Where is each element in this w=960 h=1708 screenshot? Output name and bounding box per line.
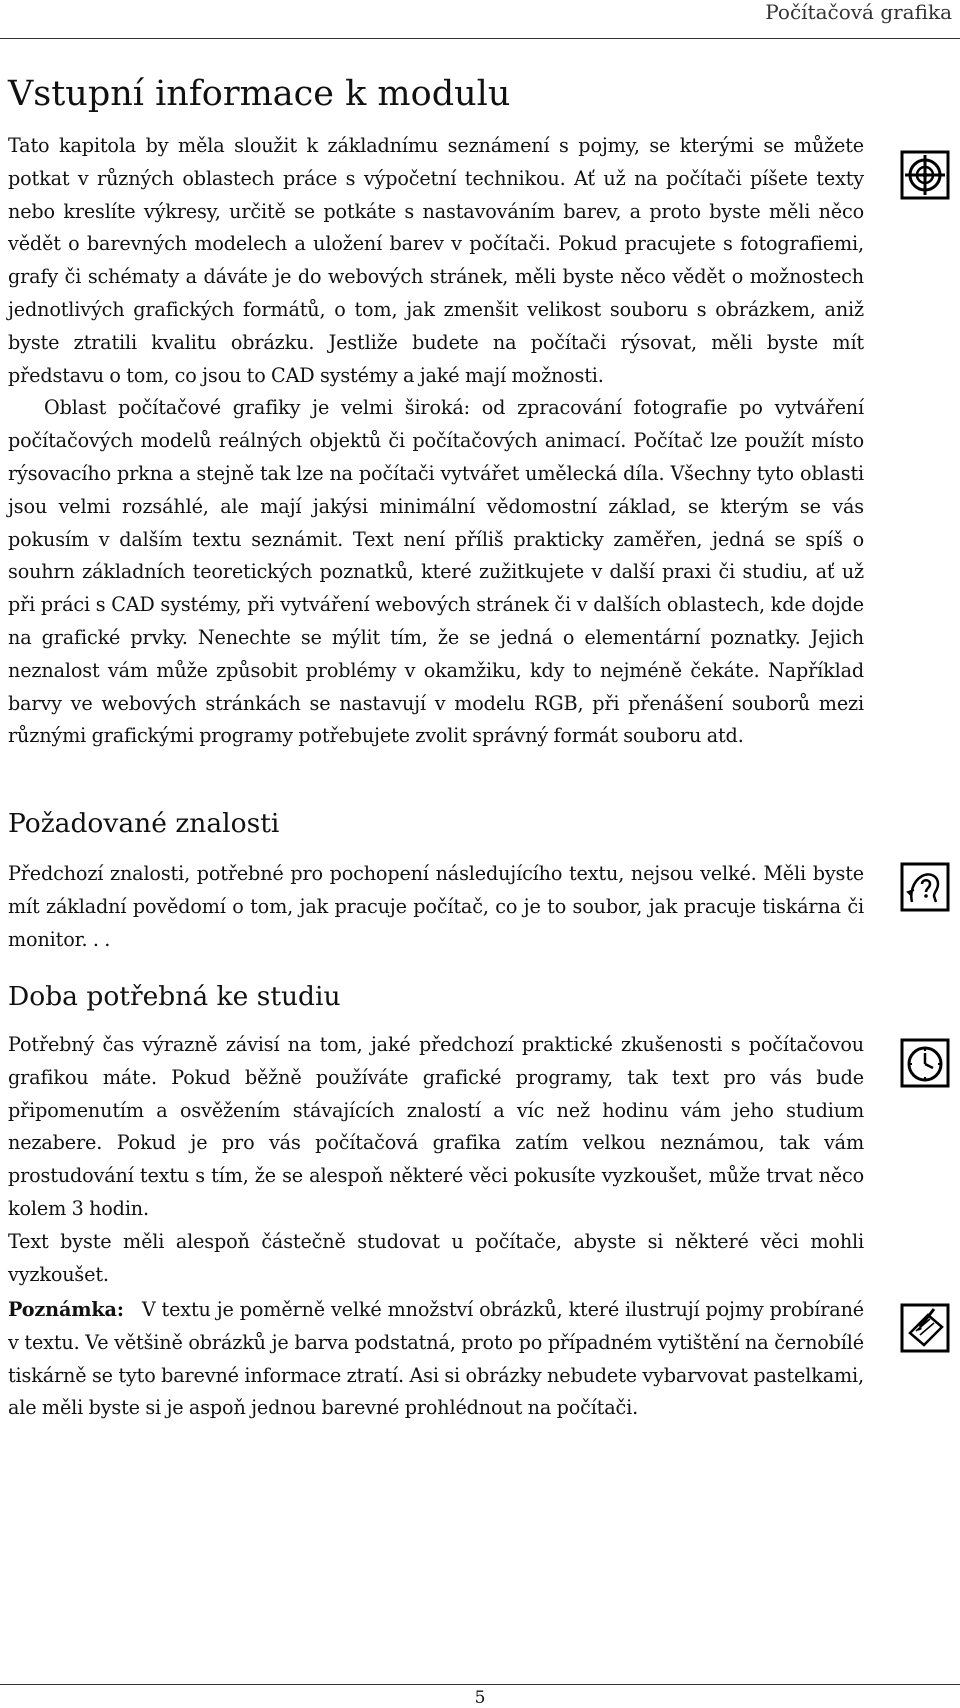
footer-rule <box>0 1684 960 1685</box>
target-icon <box>900 150 950 200</box>
note-block <box>8 1294 864 1425</box>
section-time <box>8 981 864 1012</box>
pencil-notepad-icon <box>900 1303 950 1353</box>
clock-icon <box>900 1038 950 1088</box>
time-paragraph-1: Potřebný čas výrazně závisí na tom, jaké předchozí praktické zkušenosti s počítačovou grafikou máte. Pokud běžně používáte grafické programy, tak text pro vás bude připomenutím a osvěžením stávajících znalostí a víc než hodinu vám jeho studium nezabere. Pokud je pro vás počítačová grafika zatím velkou neznámou, tak vám prostudování textu s tím, že se alespoň některé věci pokusíte vyzkoušet, může trvat něco kolem 3 hodin. <box>8 1033 864 1220</box>
question-head-icon <box>900 862 950 912</box>
header-rule <box>0 38 960 39</box>
page-number: 5 <box>474 1688 486 1708</box>
intro-paragraph-2: Oblast počítačové grafiky je velmi široká: od zpracování fotografie po vytváření počítačových modelů reálných objektů či počítačových animací. Počítač lze použít místo rýsovacího prkna a stejně tak lze na počítači vytvářet umělecká díla. Všechny tyto oblasti jsou velmi rozsáhlé, ale mají jakýsi minimální vědomostní základ, se kterým se vás pokusím v dalším textu seznámit. Text není příliš prakticky zaměřen, jedná se spíš o souhrn základních teoretických poznatků, které zužitkujete v další praxi či studiu, ať už při práci s CAD systémy, při vytváření webových stránek či v dalších oblastech, kde dojde na grafické prvky. Nenechte se mýlit tím, že se jedná o elementární poznatky. Jejich neznalost vám může způsobit problémy v okamžiku, kdy to nejméně čekáte. Například barvy ve webových stránkách se nastavují v modelu RGB, při přenášení souborů mezi různými grafickými programy potřebujete zvolit správný formát souboru atd. <box>8 396 864 748</box>
running-header: Počítačová grafika <box>765 0 952 24</box>
knowledge-paragraph-1: Předchozí znalosti, potřebné pro pochopení následujícího textu, nejsou velké. Měli byste mít základní povědomí o tom, jak pracuje počítač, co je to soubor, jak pracuje tiskárna či monitor. . . <box>8 862 864 951</box>
intro-paragraph-1: Tato kapitola by měla sloužit k základnímu seznámení s pojmy, se kterými se můžete potkat v různých oblastech práce s výpočetní technikou. Ať už na počítači píšete texty nebo kreslíte výkresy, určitě se potkáte s nastavováním barev, a proto byste měli něco vědět o barevných modelech a uložení barev v počítači. Pokud pracujete s fotografiemi, grafy či schématy a dáváte je do webových stránek, měli byste něco vědět o možnostech jednotlivých grafických formátů, o tom, jak zmenšit velikost souboru s obrázkem, aniž byste ztratili kvalitu obrázku. Jestliže budete na počítači rýsovat, měli byste mít představu o tom, co jsou to CAD systémy a jaké mají možnosti. <box>8 134 864 387</box>
note-label: Poznámka: <box>8 1298 124 1321</box>
knowledge-body <box>8 858 864 956</box>
section-heading-intro: Vstupní informace k modulu <box>8 74 511 114</box>
section-heading-time: Doba potřebná ke studiu <box>8 981 341 1012</box>
section-heading-knowledge: Požadované znalosti <box>8 808 280 839</box>
time-body <box>8 1029 864 1291</box>
section-intro <box>8 74 864 114</box>
time-paragraph-2: Text byste měli alespoň částečně studovat u počítače, abyste si některé věci mohli vyzkoušet. <box>8 1229 864 1286</box>
section-knowledge <box>8 808 864 839</box>
note-text: V textu je poměrně velké množství obrázků, které ilustrují pojmy probírané v textu. Ve většině obrázků je barva podstatná, proto po případném vytištění na černobílé tiskárně se tyto barevné informace ztratí. Asi si obrázky nebudete vybarvovat pastelkami, ale měli byste si je aspoň jednou barevné prohlédnout na počítači. <box>8 1298 864 1420</box>
intro-body <box>8 130 864 753</box>
